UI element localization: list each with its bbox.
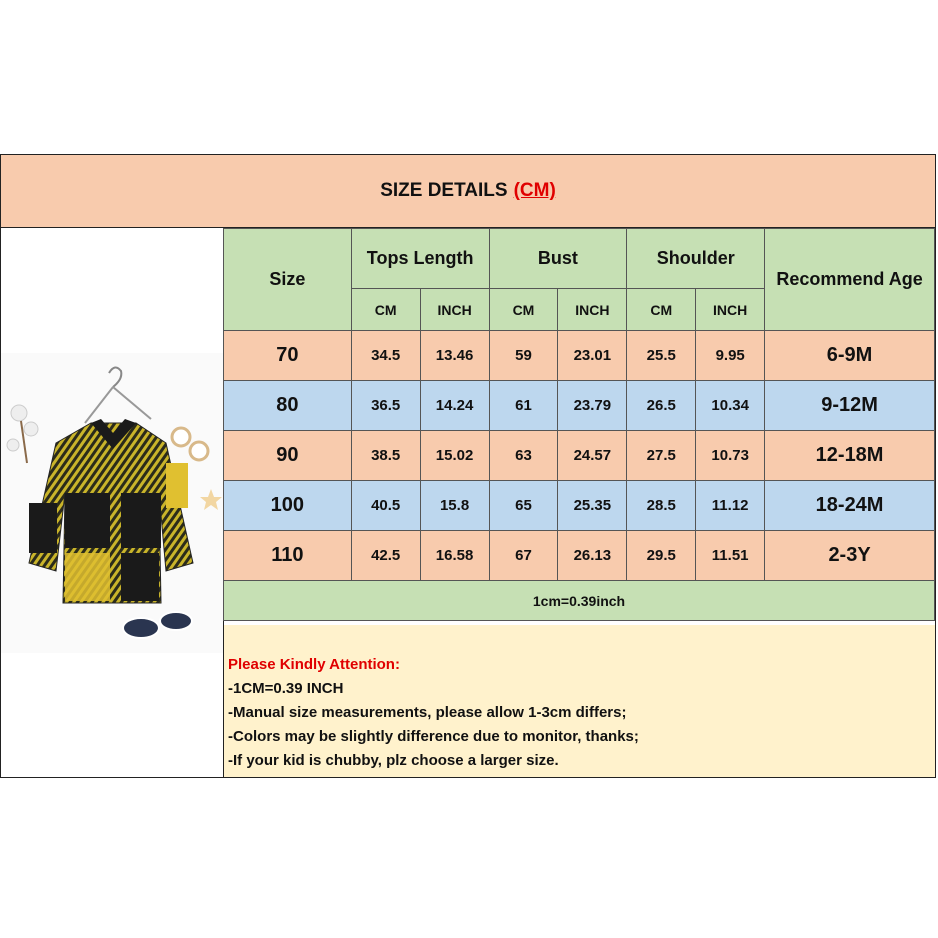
size-table (223, 228, 935, 621)
subheader-bust-cm: CM (489, 289, 558, 331)
header-recommend-age: Recommend Age (765, 229, 935, 331)
age-cell: 12-18M (765, 431, 935, 481)
shoulder-inch-cell: 10.34 (696, 381, 765, 431)
conversion-row (224, 581, 935, 621)
table-row (224, 381, 935, 431)
title-unit: (CM) (513, 180, 556, 201)
length-inch-cell: 14.24 (420, 381, 489, 431)
size-cell: 90 (224, 431, 352, 481)
title-bar (1, 155, 935, 228)
length-cm-cell: 36.5 (351, 381, 420, 431)
shoulder-inch-cell: 11.51 (696, 531, 765, 581)
shoulder-inch-cell: 10.73 (696, 431, 765, 481)
table-row (224, 531, 935, 581)
shoulder-cm-cell: 29.5 (627, 531, 696, 581)
jacket-illustration (1, 353, 223, 653)
conversion-note: 1cm=0.39inch (224, 581, 935, 621)
bust-inch-cell: 23.79 (558, 381, 627, 431)
size-cell: 100 (224, 481, 352, 531)
age-cell: 6-9M (765, 331, 935, 381)
subheader-length-inch: INCH (420, 289, 489, 331)
length-cm-cell: 38.5 (351, 431, 420, 481)
length-inch-cell: 16.58 (420, 531, 489, 581)
bust-inch-cell: 23.01 (558, 331, 627, 381)
bust-cm-cell: 61 (489, 381, 558, 431)
header-bust: Bust (489, 229, 627, 289)
length-cm-cell: 40.5 (351, 481, 420, 531)
shoulder-cm-cell: 27.5 (627, 431, 696, 481)
size-cell: 110 (224, 531, 352, 581)
bust-cm-cell: 59 (489, 331, 558, 381)
shoulder-cm-cell: 25.5 (627, 331, 696, 381)
length-inch-cell: 15.8 (420, 481, 489, 531)
product-photo-panel (1, 228, 224, 777)
shoulder-inch-cell: 11.12 (696, 481, 765, 531)
subheader-shoulder-inch: INCH (696, 289, 765, 331)
note-line: -Colors may be slightly difference due to monitor, thanks; (228, 728, 639, 745)
attention-heading: Please Kindly Attention: (228, 656, 400, 673)
shoulder-inch-cell: 9.95 (696, 331, 765, 381)
subheader-shoulder-cm: CM (627, 289, 696, 331)
note-line: -If your kid is chubby, plz choose a larger size. (228, 752, 559, 769)
subheader-bust-inch: INCH (558, 289, 627, 331)
age-cell: 2-3Y (765, 531, 935, 581)
length-cm-cell: 34.5 (351, 331, 420, 381)
length-cm-cell: 42.5 (351, 531, 420, 581)
attention-notes (224, 625, 935, 777)
bust-inch-cell: 26.13 (558, 531, 627, 581)
header-tops-length: Tops Length (351, 229, 489, 289)
product-photo (1, 353, 223, 653)
table-row (224, 431, 935, 481)
bust-cm-cell: 63 (489, 431, 558, 481)
bust-cm-cell: 65 (489, 481, 558, 531)
size-cell: 80 (224, 381, 352, 431)
age-cell: 18-24M (765, 481, 935, 531)
length-inch-cell: 15.02 (420, 431, 489, 481)
subheader-length-cm: CM (351, 289, 420, 331)
header-shoulder: Shoulder (627, 229, 765, 289)
bust-inch-cell: 25.35 (558, 481, 627, 531)
table-row (224, 331, 935, 381)
age-cell: 9-12M (765, 381, 935, 431)
size-chart (0, 154, 936, 778)
header-size: Size (224, 229, 352, 331)
note-line: -Manual size measurements, please allow 1-3cm differs; (228, 704, 627, 721)
note-line: -1CM=0.39 INCH (228, 680, 344, 697)
length-inch-cell: 13.46 (420, 331, 489, 381)
bust-inch-cell: 24.57 (558, 431, 627, 481)
size-cell: 70 (224, 331, 352, 381)
shoulder-cm-cell: 26.5 (627, 381, 696, 431)
bust-cm-cell: 67 (489, 531, 558, 581)
title-text: SIZE DETAILS (380, 180, 508, 201)
shoulder-cm-cell: 28.5 (627, 481, 696, 531)
table-row (224, 481, 935, 531)
